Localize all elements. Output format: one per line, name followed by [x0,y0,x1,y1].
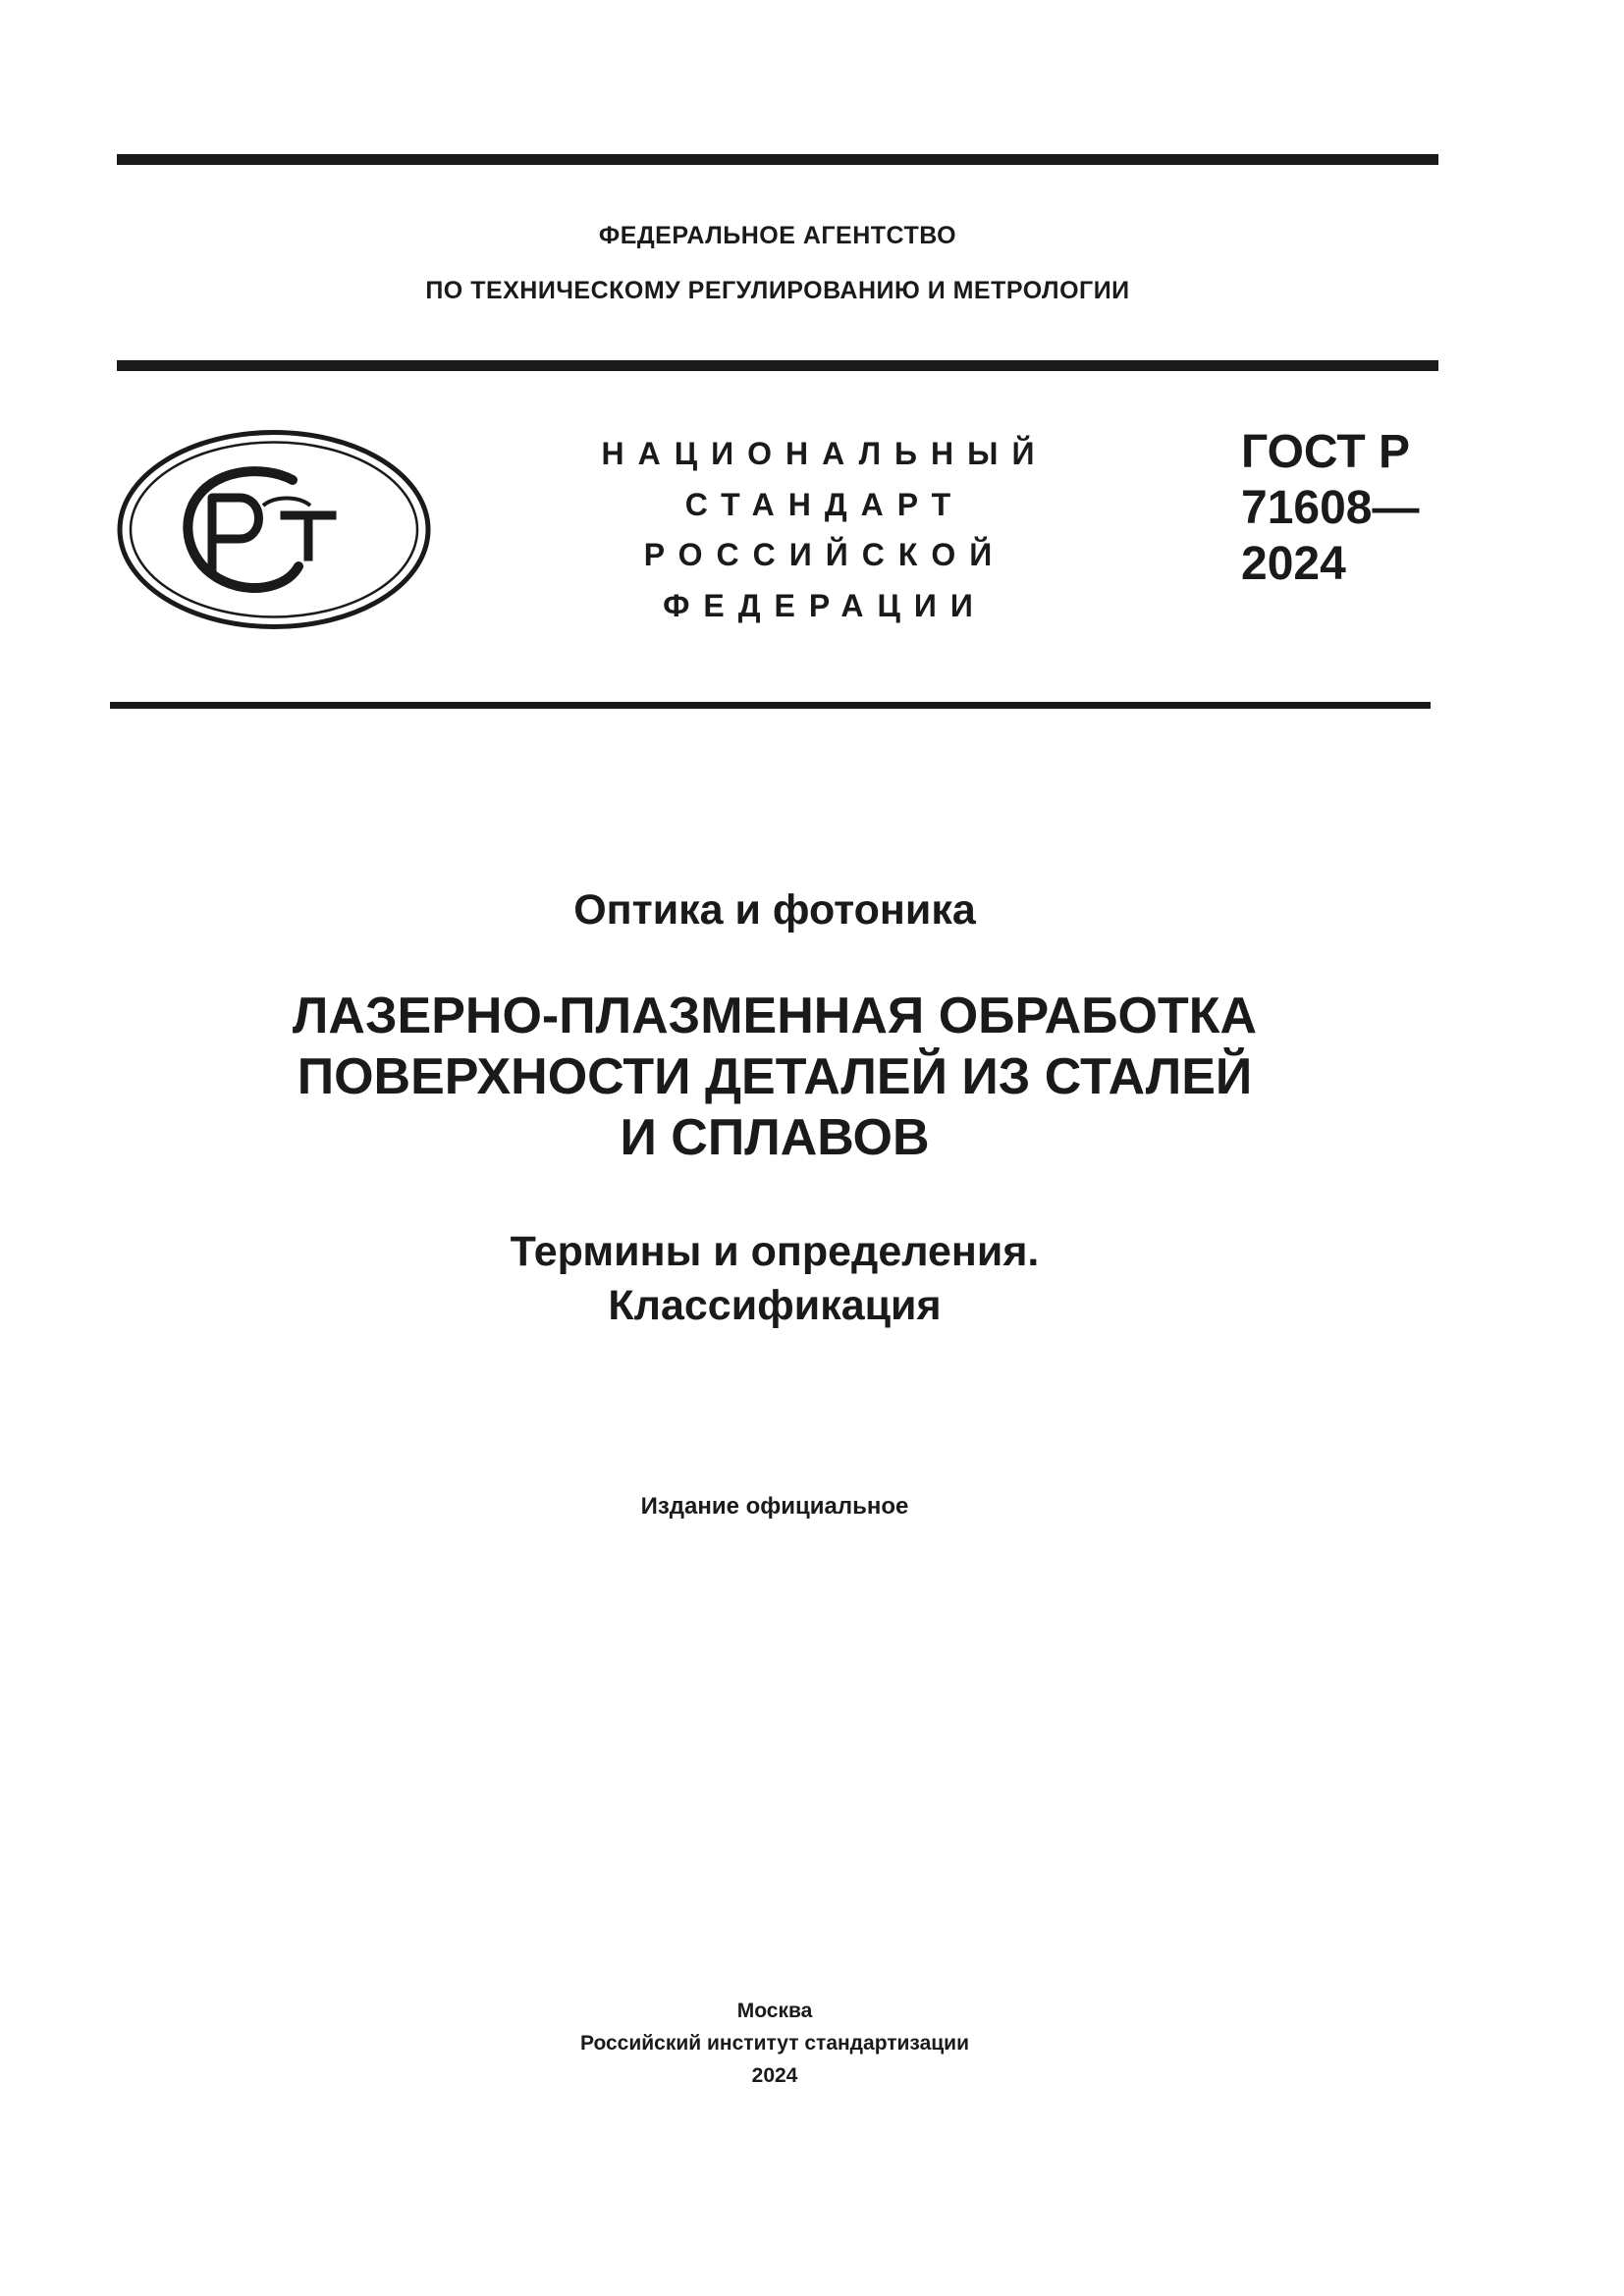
top-rule [117,154,1438,165]
agency-separator-rule [117,360,1438,371]
document-subtitle-line-1: Термины и определения. [510,1228,1040,1275]
edition-note: Издание официальное [640,1493,909,1520]
gost-designation-line-1: ГОСТ Р [1241,426,1411,478]
document-subtitle [0,1225,1549,1333]
gost-designation [1241,424,1419,592]
document-title-line-3: И СПЛАВОВ [620,1109,930,1166]
imprint-publisher: Российский институт стандартизации [579,2032,970,2055]
gost-designation-line-2: 71608— [1241,482,1420,534]
imprint-year: 2024 [751,2064,798,2087]
publisher-imprint [0,1995,1549,2092]
standard-type-line-1: НАЦИОНАЛЬНЫЙ [601,436,1049,471]
standard-type-line-4: ФЕДЕРАЦИИ [663,588,987,623]
pct-certification-mark-icon [116,429,432,630]
document-subtitle-line-2: Классификация [608,1282,942,1329]
agency-name-line-2: ПО ТЕХНИЧЕСКОМУ РЕГУЛИРОВАНИЮ И МЕТРОЛОГИИ [425,277,1130,304]
document-title [0,986,1549,1168]
standard-type-line-2: СТАНДАРТ [684,487,965,522]
header-bottom-rule [110,702,1431,709]
gost-designation-line-3: 2024 [1241,538,1346,590]
standard-type-line-3: РОССИЙСКОЙ [643,537,1006,572]
subject-heading: Оптика и фотоника [573,886,976,934]
document-title-line-2: ПОВЕРХНОСТИ ДЕТАЛЕЙ ИЗ СТАЛЕЙ [297,1048,1253,1105]
document-title-line-1: ЛАЗЕРНО-ПЛАЗМЕННАЯ ОБРАБОТКА [292,988,1258,1044]
imprint-city: Москва [736,2000,813,2022]
agency-name-line-1: ФЕДЕРАЛЬНОЕ АГЕНТСТВО [598,222,957,249]
